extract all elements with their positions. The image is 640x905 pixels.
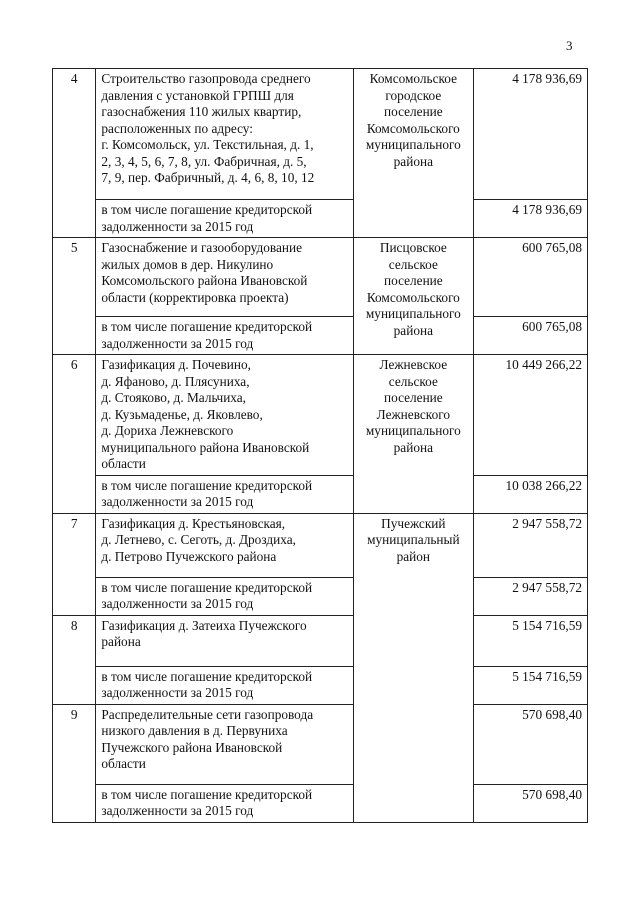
- amount: 5 154 716,59: [473, 615, 587, 666]
- subtotal-amount: 10 038 266,22: [473, 475, 587, 513]
- subtotal-description: в том числе погашение кредиторской задолженности за 2015 год: [96, 577, 353, 615]
- amount: 4 178 936,69: [473, 69, 587, 200]
- subtotal-amount: 570 698,40: [473, 784, 587, 822]
- table-row-subtotal: [53, 666, 588, 704]
- subtotal-description: в том числе погашение кредиторской задолженности за 2015 год: [96, 200, 353, 238]
- row-number: 7: [53, 513, 96, 615]
- row-number: 8: [53, 615, 96, 704]
- project-description: Распределительные сети газопровода низкого давления в д. Первуниха Пучежского района Ивановской области: [96, 704, 353, 784]
- amount: 570 698,40: [473, 704, 587, 784]
- row-number: 9: [53, 704, 96, 822]
- table-row: [53, 615, 588, 666]
- project-description: Строительство газопровода среднего давления с установкой ГРПШ для газоснабжения 110 жилых квартир, расположенных по адресу: г. Комсомольск, ул. Текстильная, д. 1, 2, 3, 4, 5, 6, 7, 8, ул. Фабричная, д. 5, 7, 9, пер. Фабричный, д. 4, 6, 8, 10, 12: [96, 69, 353, 200]
- table-row: [53, 69, 588, 200]
- subtotal-description: в том числе погашение кредиторской задолженности за 2015 год: [96, 666, 353, 704]
- amount: 2 947 558,72: [473, 513, 587, 577]
- project-description: Газификация д. Крестьяновская, д. Летнево, с. Сеготь, д. Дроздиха, д. Петрово Пучежского района: [96, 513, 353, 577]
- row-number: 4: [53, 69, 96, 238]
- project-description: Газоснабжение и газооборудование жилых домов в дер. Никулино Комсомольского района Ивановской области (корректировка проекта): [96, 238, 353, 317]
- table-row: [53, 513, 588, 577]
- subtotal-amount: 4 178 936,69: [473, 200, 587, 238]
- subtotal-description: в том числе погашение кредиторской задолженности за 2015 год: [96, 475, 353, 513]
- subtotal-amount: 600 765,08: [473, 317, 587, 355]
- amount: 600 765,08: [473, 238, 587, 317]
- municipality: Лежневское сельское поселение Лежневского муниципального района: [353, 355, 473, 514]
- subtotal-description: в том числе погашение кредиторской задолженности за 2015 год: [96, 784, 353, 822]
- amount: 10 449 266,22: [473, 355, 587, 476]
- gasification-table: [52, 68, 588, 823]
- table-row: [53, 355, 588, 476]
- municipality: Комсомольское городское поселение Комсомольского муниципального района: [353, 69, 473, 238]
- table-row: [53, 238, 588, 317]
- row-number: 6: [53, 355, 96, 514]
- subtotal-amount: 5 154 716,59: [473, 666, 587, 704]
- table-row-subtotal: [53, 475, 588, 513]
- table-row-subtotal: [53, 784, 588, 822]
- project-description: Газификация д. Почевино, д. Яфаново, д. Плясуниха, д. Стояково, д. Мальчиха, д. Кузьмаденье, д. Яковлево, д. Дориха Лежневского муниципального района Ивановской области: [96, 355, 353, 476]
- subtotal-description: в том числе погашение кредиторской задолженности за 2015 год: [96, 317, 353, 355]
- table-row-subtotal: [53, 200, 588, 238]
- table-row-subtotal: [53, 317, 588, 355]
- municipality: Пучежский муниципальный район: [353, 513, 473, 822]
- municipality: Писцовское сельское поселение Комсомольского муниципального района: [353, 238, 473, 355]
- table-row-subtotal: [53, 577, 588, 615]
- page-number: 3: [566, 38, 573, 53]
- project-description: Газификация д. Затеиха Пучежского района: [96, 615, 353, 666]
- table-row: [53, 704, 588, 784]
- subtotal-amount: 2 947 558,72: [473, 577, 587, 615]
- row-number: 5: [53, 238, 96, 355]
